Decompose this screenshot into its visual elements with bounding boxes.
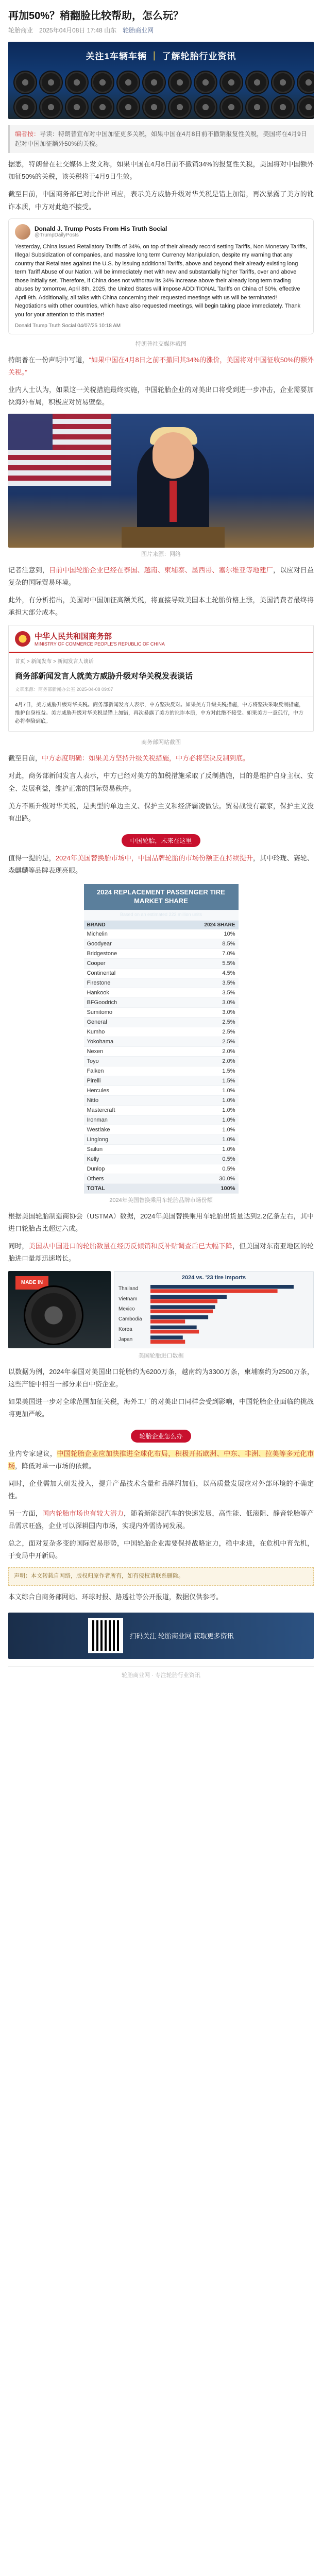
- tire-photo: [8, 1271, 111, 1348]
- paragraph: 同时，美国从中国进口的轮胎数量在经历反倾销和反补贴调查后已大幅下降，但美国对东南亚地区的轮胎进口量却迅速增长。: [8, 1242, 314, 1262]
- breadcrumb: 首页 > 新闻发布 > 新闻发言人谈话: [15, 659, 94, 665]
- table-row: [84, 978, 239, 988]
- table-row: [84, 1154, 239, 1164]
- banner-title: 关注1车辆车辆 ｜ 了解轮胎行业资讯: [86, 52, 236, 61]
- bar-label: Japan: [118, 1336, 133, 1343]
- table-row: [84, 1056, 239, 1066]
- brand-cell: General: [84, 1017, 162, 1027]
- total-share: 100%: [162, 1183, 239, 1193]
- brand-cell: Michelin: [84, 929, 162, 939]
- table-row: [84, 1174, 239, 1183]
- share-cell: 3.5%: [162, 988, 239, 997]
- paragraph: 同时，企业需加大研发投入，提升产品技术含量和品牌附加值，以高质量发展应对外部环境的不确定性。: [8, 1480, 314, 1500]
- table-subtitle: Based on an estimated 222 million units: [84, 910, 239, 920]
- table-row: [84, 958, 239, 968]
- brand-cell: Hankook: [84, 988, 162, 997]
- paragraph: 值得一提的是，2024年美国替换胎市场中，中国品牌轮胎的市场份额正在持续提升，其中玲珑、赛轮、森麒麟等品牌表现亮眼。: [8, 854, 314, 874]
- bar-label: Thailand: [118, 1285, 139, 1292]
- col-header-brand: BRAND: [84, 920, 162, 929]
- image-caption: 特朗普社交媒体截图: [135, 341, 187, 348]
- table-row: [84, 1164, 239, 1174]
- table-row: [84, 1007, 239, 1017]
- paragraph: 业内人士认为，如果这一关税措施最终实施，中国轮胎企业的对美出口将受到进一步冲击，企业需要加快海外布局，积极应对贸易壁垒。: [8, 386, 314, 406]
- bar-2024: [150, 1305, 215, 1309]
- article-title: 再加50%？稍翻脸比较帮助，怎么玩？: [8, 10, 184, 22]
- mofcom-screenshot: [8, 625, 314, 732]
- table-row: [84, 997, 239, 1007]
- meta-date: 2025年04月08日 17:48 山东: [39, 27, 117, 34]
- table-row: [84, 1076, 239, 1086]
- share-cell: 1.0%: [162, 1105, 239, 1115]
- share-cell: 2.5%: [162, 1017, 239, 1027]
- bar-2024: [150, 1285, 294, 1289]
- paragraph: 如果美国进一步对全球范围加征关税，海外工厂的对美出口同样会受到影响，中国轮胎企业面临的挑战将更加严峻。: [8, 1397, 314, 1418]
- table-row: [84, 1105, 239, 1115]
- brand-cell: Kumho: [84, 1027, 162, 1037]
- share-cell: 2.5%: [162, 1027, 239, 1037]
- share-cell: 2.0%: [162, 1046, 239, 1056]
- bar-2023: [150, 1289, 278, 1293]
- share-cell: 1.0%: [162, 1115, 239, 1125]
- share-cell: 1.5%: [162, 1066, 239, 1076]
- bar-2023: [150, 1340, 185, 1343]
- follow-banner[interactable]: [8, 1613, 314, 1659]
- disclaimer-text: 声明：本文转载自网络，版权归原作者所有，如有侵权请联系删除。: [14, 1573, 184, 1580]
- brand-cell: Toyo: [84, 1056, 162, 1066]
- paragraph: 以数据为例，2024年泰国对美国出口轮胎约为6200万条，越南约为3300万条，柬埔寨约为2500万条，这些产能中相当一部分来自中资企业。: [8, 1367, 314, 1388]
- tire-icon: [24, 1285, 83, 1345]
- share-cell: 30.0%: [162, 1174, 239, 1183]
- paragraph: 特朗普在一份声明中写道，“如果中国在4月8日之前不撤回其34%的涨价，美国将对中国征收50%的额外关税。”: [8, 356, 314, 377]
- us-flag-graphic: [8, 414, 111, 486]
- table-row: [84, 1086, 239, 1095]
- share-cell: 4.5%: [162, 968, 239, 978]
- share-cell: 8.5%: [162, 939, 239, 948]
- share-cell: 2.0%: [162, 1056, 239, 1066]
- brand-cell: Falken: [84, 1066, 162, 1076]
- table-row: [84, 988, 239, 997]
- section-divider: [8, 834, 314, 847]
- import-bar-panel: [114, 1271, 314, 1348]
- footer: 轮胎商业网 · 专注轮胎行业资讯: [8, 1666, 314, 1679]
- bar-2024: [150, 1325, 197, 1329]
- table-row: [84, 1066, 239, 1076]
- table-row: [84, 1115, 239, 1125]
- mofcom-article-meta: 文章来源：商务部新闻办公室 2025-04-08 09:07: [9, 684, 313, 697]
- brand-cell: BFGoodrich: [84, 997, 162, 1007]
- brand-cell: Sumitomo: [84, 1007, 162, 1017]
- market-share-table-wrap: [8, 884, 314, 1194]
- share-cell: 3.0%: [162, 1007, 239, 1017]
- share-cell: 1.5%: [162, 1076, 239, 1086]
- paragraph: 对此，商务部新闻发言人表示，中方已经对美方的加税措施采取了反制措施，目的是维护自身主权、安全、发展利益，维护正常的国际贸易秩序。: [8, 772, 314, 792]
- follow-text: 扫码关注 轮胎商业网 获取更多资讯: [129, 1632, 234, 1640]
- share-cell: 3.0%: [162, 997, 239, 1007]
- table-row: [84, 1017, 239, 1027]
- chart-title: 2024 vs. '23 tire imports: [181, 1274, 246, 1281]
- section-pill: 中国轮胎，未来在这里: [122, 834, 200, 847]
- mofcom-subtitle: MINISTRY OF COMMERCE PEOPLE'S REPUBLIC OF CHINA: [35, 641, 165, 647]
- share-cell: 0.5%: [162, 1154, 239, 1164]
- brand-cell: Continental: [84, 968, 162, 978]
- bar-2023: [150, 1299, 217, 1303]
- paragraph: 本文综合自商务部网站、环球时报、路透社等公开报道，数据仅供参考。: [8, 1592, 223, 1601]
- share-cell: 10%: [162, 929, 239, 939]
- paragraph: 此外，有分析指出，美国对中国加征高额关税，将直接导致美国本土轮胎价格上涨，美国消费者最终将承担大部分成本。: [8, 596, 314, 617]
- paragraph: 另一方面，国内轮胎市场也有较大潜力，随着新能源汽车的快速发展，高性能、低滚阻、静音轮胎等产品需求旺盛，企业可以深耕国内市场，实现内外需协同发展。: [8, 1510, 314, 1530]
- article-meta: [8, 26, 314, 35]
- paragraph: 美方不断升级对华关税，是典型的单边主义、保护主义和经济霸凌做法。贸易战没有赢家，保护主义没有出路。: [8, 802, 314, 822]
- bar-2024: [150, 1315, 208, 1319]
- brand-cell: Cooper: [84, 958, 162, 968]
- table-row: [84, 1027, 239, 1037]
- brand-cell: Goodyear: [84, 939, 162, 948]
- table-row: [84, 939, 239, 948]
- total-label: TOTAL: [84, 1183, 162, 1193]
- tire-import-figure: [8, 1271, 314, 1348]
- share-cell: 1.0%: [162, 1134, 239, 1144]
- brand-cell: Sailun: [84, 1144, 162, 1154]
- table-row: [84, 948, 239, 958]
- mofcom-name: 中华人民共和国商务部: [35, 632, 112, 641]
- paragraph: 截至目前，中方态度明确：如果美方坚持升级关税措施，中方必将坚决反制到底。: [8, 754, 250, 762]
- brand-cell: Ironman: [84, 1115, 162, 1125]
- paragraph: 业内专家建议，中国轮胎企业应加快推进全球化布局，积极开拓欧洲、中东、非洲、拉美等多元化市场，降低对单一市场的依赖。: [8, 1449, 314, 1470]
- image-caption: 美国轮胎进口数据: [138, 1352, 184, 1359]
- image-caption: 2024年美国替换乘用车轮胎品牌市场份额: [109, 1197, 213, 1204]
- brand-cell: Bridgestone: [84, 948, 162, 958]
- brand-cell: Linglong: [84, 1134, 162, 1144]
- share-cell: 0.5%: [162, 1164, 239, 1174]
- share-cell: 1.0%: [162, 1125, 239, 1134]
- tire-tag: MADE IN: [15, 1276, 48, 1290]
- bar-label: Korea: [118, 1326, 132, 1332]
- table-row: [84, 1095, 239, 1105]
- section-divider: [8, 1430, 314, 1443]
- table-title: 2024 REPLACEMENT PASSENGER TIRE MARKET SHARE: [84, 884, 239, 910]
- share-cell: 1.0%: [162, 1095, 239, 1105]
- share-cell: 7.0%: [162, 948, 239, 958]
- col-header-share: 2024 SHARE: [162, 920, 239, 929]
- bar-2023: [150, 1319, 185, 1323]
- brand-cell: Yokohama: [84, 1037, 162, 1046]
- paragraph: 据悉，特朗普在社交媒体上发文称，如果中国在4月8日前不撤销34%的报复性关税，美国将对中国额外加征50%的关税，该关税将于4月9日生效。: [8, 160, 314, 181]
- brand-cell: Westlake: [84, 1125, 162, 1134]
- news-photo: [8, 414, 314, 548]
- tire-rack-illustration: [8, 72, 314, 119]
- national-emblem-icon: [15, 631, 30, 647]
- share-cell: 5.5%: [162, 958, 239, 968]
- table-row: [84, 1037, 239, 1046]
- mofcom-article-body: 4月7日，美方威胁升级对华关税。商务部新闻发言人表示，中方坚决反对。如果美方升级关税措施，中方将坚决采取反制措施，维护自身权益。美方威胁升级对华关税是错上加错，再次暴露了美方的讹诈本质，中方对此绝不接受。如果美方一意孤行，中方必将奉陪到底。: [15, 702, 304, 725]
- share-cell: 2.5%: [162, 1037, 239, 1046]
- header-banner: [8, 42, 314, 119]
- table-row: [84, 1144, 239, 1154]
- share-cell: 1.0%: [162, 1086, 239, 1095]
- bar-2024: [150, 1295, 227, 1298]
- paragraph: 总之，面对复杂多变的国际贸易形势，中国轮胎企业需要保持战略定力，稳中求进，在危机中育先机，于变局中开新局。: [8, 1539, 314, 1560]
- avatar: [15, 224, 30, 240]
- section-pill: 轮胎企业怎么办: [131, 1430, 191, 1443]
- brand-cell: Pirelli: [84, 1076, 162, 1086]
- brand-cell: Dunlop: [84, 1164, 162, 1174]
- bar-label: Mexico: [118, 1306, 135, 1312]
- brand-cell: Hercules: [84, 1086, 162, 1095]
- table-row: [84, 1046, 239, 1056]
- editor-note: 编者按：导读：特朗普宣布对中国加征更多关税，如果中国在4月8日前不撤销报复性关税，美国将在4月9日起对中国加征额外50%的关税。: [8, 125, 314, 153]
- meta-source: 轮胎商业: [8, 27, 33, 34]
- tweet-body: Yesterday, China issued Retaliatory Tariffs of 34%, on top of their already record setting Tariffs, Non Monetary Tariffs, Illegal Subsidization of companies, and massive long term Currency Manipulation, despite my warning that any country that Retaliates against the U.S. by issuing additional Tariffs, above and beyond their already existing long term Tariff Abuse of our Nation, will be immediately met with new and substantially higher Tariffs, over and above those initially set. Therefore, if China does not withdraw its 34% increase above their already long term trading abuses by tomorrow, April 8th, 2025, the United States will impose ADDITIONAL Tariffs on China of 50%, effective April 9th. Additionally, all talks with China concerning their requested meetings with us will be terminated! Negotiations with other countries, which have also requested meetings, will begin taking place immediately. Thank you for your attention to this matter!: [15, 243, 307, 318]
- market-share-table: [84, 884, 239, 1194]
- table-row: [84, 968, 239, 978]
- bar-2023: [150, 1330, 199, 1333]
- bar-label: Vietnam: [118, 1296, 138, 1302]
- paragraph: 截至目前，中国商务部已对此作出回应，表示美方威胁升级对华关税是错上加错，再次暴露了美方的讹诈本质，中方对此绝不接受。: [8, 190, 314, 211]
- share-cell: 3.5%: [162, 978, 239, 988]
- image-caption: 商务部网站截图: [141, 739, 181, 746]
- brand-cell: Others: [84, 1174, 162, 1183]
- table-row: [84, 929, 239, 939]
- image-caption: 图片来源：网络: [141, 551, 181, 558]
- brand-cell: Mastercraft: [84, 1105, 162, 1115]
- disclaimer-box: [8, 1567, 314, 1586]
- tweet-timestamp: Donald Trump Truth Social 04/07/25 10:18 AM: [15, 323, 121, 329]
- bar-2024: [150, 1335, 183, 1339]
- paragraph: 根据美国轮胎制造商协会（USTMA）数据，2024年美国替换乘用车轮胎出货量达到2.2亿条左右，其中进口轮胎占比超过六成。: [8, 1212, 314, 1232]
- table-row: [84, 1134, 239, 1144]
- qr-code-icon[interactable]: [88, 1618, 123, 1653]
- share-cell: 1.0%: [162, 1144, 239, 1154]
- mofcom-article-title: 商务部新闻发言人就美方威胁升级对华关税发表谈话: [15, 672, 193, 681]
- brand-cell: Kelly: [84, 1154, 162, 1164]
- paragraph: 记者注意到，目前中国轮胎企业已经在泰国、越南、柬埔寨、墨西哥、塞尔维亚等地建厂，以应对日益复杂的国际贸易环境。: [8, 566, 314, 587]
- tweet-handle: @TrumpDailyPosts: [35, 232, 79, 239]
- bar-2023: [150, 1309, 213, 1313]
- tweet-author: Donald J. Trump Posts From His Truth Social: [35, 225, 167, 233]
- tweet-screenshot: [8, 218, 314, 335]
- brand-cell: Nitto: [84, 1095, 162, 1105]
- brand-cell: Firestone: [84, 978, 162, 988]
- bar-label: Cambodia: [118, 1316, 142, 1322]
- brand-cell: Nexen: [84, 1046, 162, 1056]
- meta-account-link[interactable]: 轮胎商业网: [123, 27, 154, 34]
- import-bar-chart: [118, 1284, 309, 1345]
- table-row: [84, 1125, 239, 1134]
